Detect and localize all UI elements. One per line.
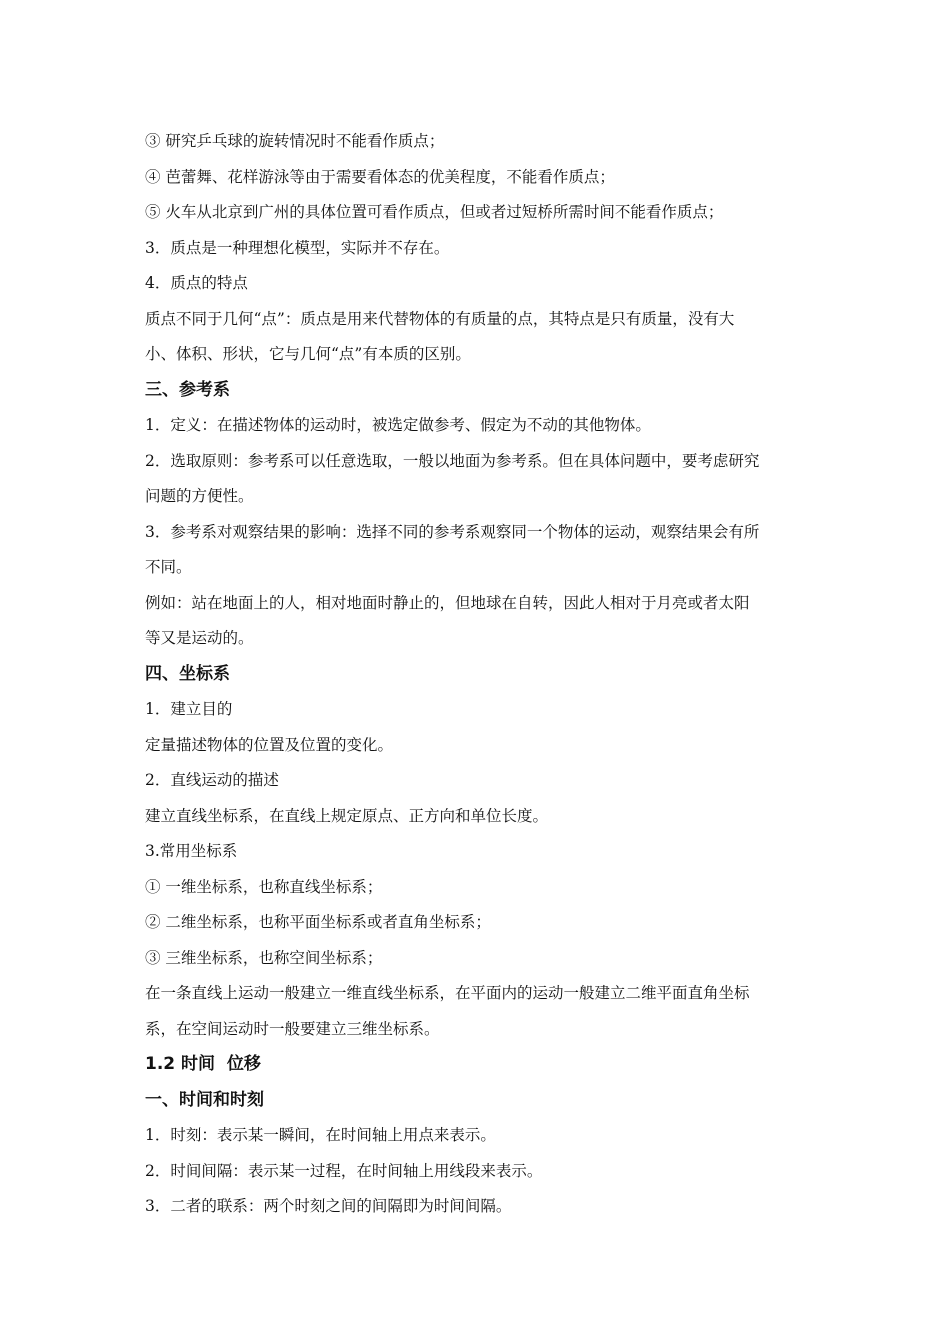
text-line-05: 4．质点的特点 xyxy=(145,274,248,292)
text-line-29: 1．时刻：表示某一瞬间，在时间轴上用点来表示。 xyxy=(145,1126,496,1144)
text-line-02: ④ 芭蕾舞、花样游泳等由于需要看体态的优美程度，不能看作质点； xyxy=(145,167,615,186)
text-line-04: 3．质点是一种理想化模型，实际并不存在。 xyxy=(145,238,450,257)
text-line-22: ① 一维坐标系，也称直线坐标系； xyxy=(145,877,383,896)
document-page xyxy=(145,124,810,1225)
text-line-07: 小、体积、形状，它与几何“点”有本质的区别。 xyxy=(145,345,471,363)
text-line-21: 3.常用坐标系 xyxy=(145,842,238,860)
text-line-03: ⑤ 火车从北京到广州的具体位置可看作质点，但或者过短桥所需时间不能看作质点； xyxy=(145,203,724,221)
section-heading-reference-frame: 三、参考系 xyxy=(145,379,230,400)
section-heading-coordinate-system: 四、坐标系 xyxy=(145,663,230,684)
text-line-25: 在一条直线上运动一般建立一维直线坐标系，在平面内的运动一般建立二维平面直角坐标 xyxy=(145,984,750,1002)
text-line-26: 系，在空间运动时一般要建立三维坐标系。 xyxy=(145,1019,440,1038)
text-line-14: 例如：站在地面上的人，相对地面时静止的，但地球在自转，因此人相对于月亮或者太阳 xyxy=(145,593,750,612)
text-line-24: ③ 三维坐标系，也称空间坐标系； xyxy=(145,948,383,967)
text-line-30: 2．时间间隔：表示某一过程，在时间轴上用线段来表示。 xyxy=(145,1161,543,1180)
text-line-13: 不同。 xyxy=(145,558,192,576)
text-line-06: 质点不同于几何“点”：质点是用来代替物体的有质量的点，其特点是只有质量，没有大 xyxy=(145,309,735,328)
text-line-10: 2．选取原则：参考系可以任意选取，一般以地面为参考系。但在具体问题中，要考虑研究 xyxy=(145,451,760,470)
text-line-01: ③ 研究乒乓球的旋转情况时不能看作质点； xyxy=(145,132,445,150)
text-line-09: 1．定义：在描述物体的运动时，被选定做参考、假定为不动的其他物体。 xyxy=(145,416,651,434)
chapter-heading-time-displacement: 1.2 时间 位移 xyxy=(145,1054,261,1074)
text-line-23: ② 二维坐标系，也称平面坐标系或者直角坐标系； xyxy=(145,913,491,931)
text-line-12: 3．参考系对观察结果的影响：选择不同的参考系观察同一个物体的运动，观察结果会有所 xyxy=(145,522,760,541)
section-heading-time-and-moment: 一、时间和时刻 xyxy=(145,1089,264,1110)
text-line-17: 1．建立目的 xyxy=(145,700,233,718)
text-line-20: 建立直线坐标系，在直线上规定原点、正方向和单位长度。 xyxy=(145,806,549,825)
text-line-19: 2．直线运动的描述 xyxy=(145,771,279,789)
text-line-11: 问题的方便性。 xyxy=(145,487,254,505)
text-line-31: 3．二者的联系：两个时刻之间的间隔即为时间间隔。 xyxy=(145,1197,512,1215)
text-line-15: 等又是运动的。 xyxy=(145,629,254,647)
text-line-18: 定量描述物体的位置及位置的变化。 xyxy=(145,735,394,754)
